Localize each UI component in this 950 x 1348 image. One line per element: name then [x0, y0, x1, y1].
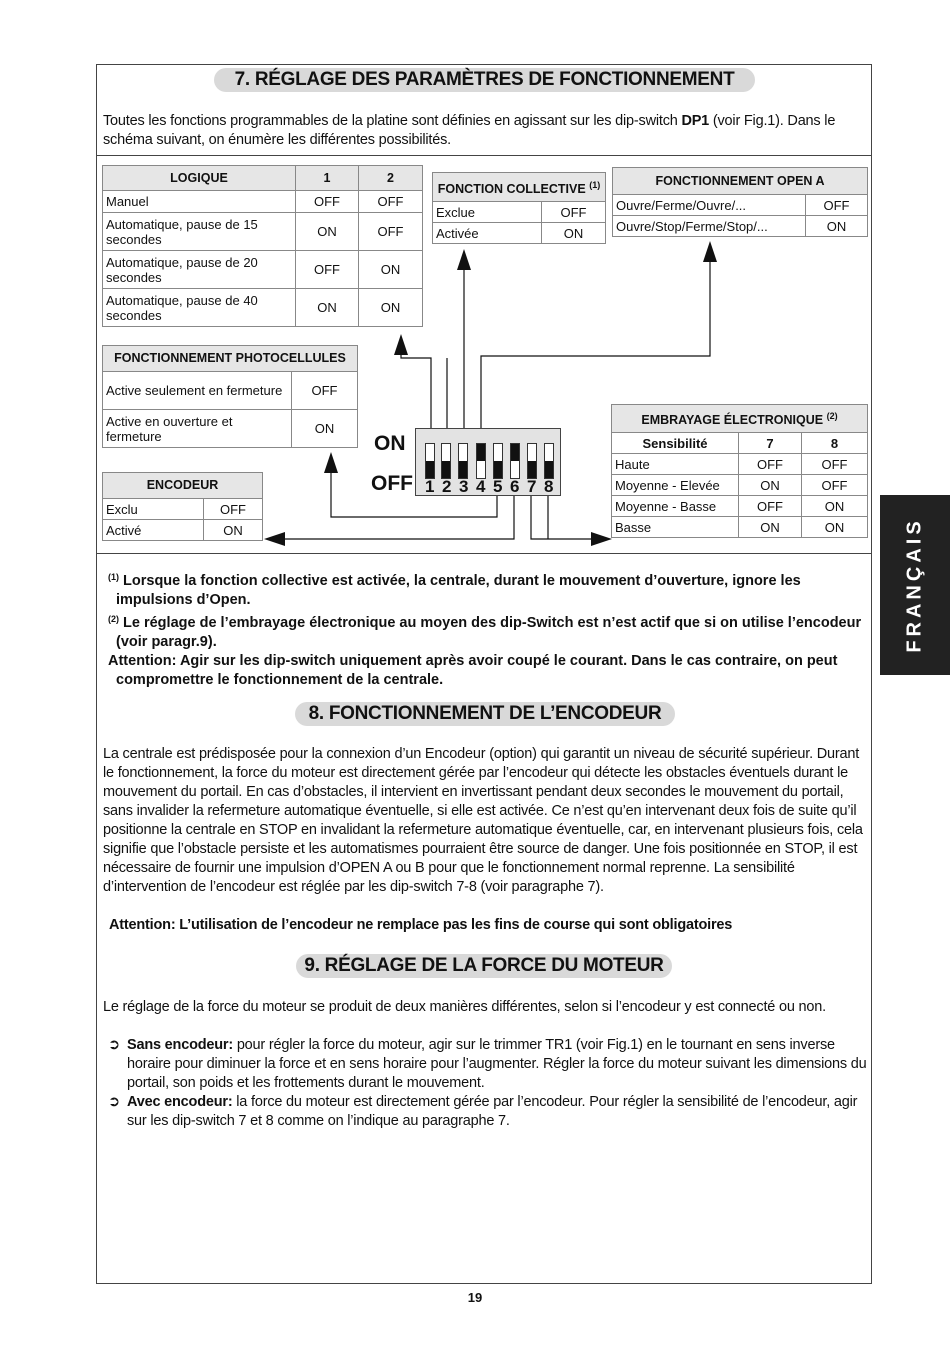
- logique-cell: ON: [359, 251, 423, 289]
- encodeur-row-label: Exclu: [103, 499, 204, 520]
- embrayage-row-label: Moyenne - Basse: [612, 496, 739, 517]
- open-a-row-label: Ouvre/Stop/Ferme/Stop/...: [613, 216, 806, 237]
- page-number: 19: [467, 1290, 483, 1305]
- dip-number: 4: [476, 477, 486, 496]
- embrayage-cell: ON: [802, 496, 868, 517]
- dip-switch-8: [544, 443, 554, 479]
- dip-switch-4: [476, 443, 486, 479]
- photo-row-label: Active seulement en fermeture: [103, 372, 292, 410]
- embrayage-row-label: Haute: [612, 454, 739, 475]
- embrayage-cell: OFF: [802, 475, 868, 496]
- embrayage-header: EMBRAYAGE ÉLECTRONIQUE $^{(2)}$: [612, 405, 868, 433]
- section8-title: 8. FONCTIONNEMENT DE L’ENCODEUR: [295, 702, 675, 726]
- dip-off-label: OFF: [371, 472, 413, 495]
- section9-bullet-1: ➲ Sans encodeur: pour régler la force du moteur, agir sur le trimmer TR1 (voir Fig.1) en le tournant en sens inverse horaire pour diminuer la force et en sens horaire pour l’augmenter. Régler la force du moteur suivant les dimensions du portail, son poids et les frottements durant le mouvement.: [108, 1037, 867, 1091]
- diagram-bottom-rule: [96, 553, 872, 554]
- collective-cell: ON: [542, 223, 606, 244]
- photo-row-label: Active en ouverture et fermeture: [103, 410, 292, 448]
- dip-number: 2: [442, 477, 452, 496]
- note-2: $^{(2)}$ Le réglage de l’embrayage électronique au moyen des dip-Switch est n’est actif que si on utilise l’encodeur (voir paragr.9).: [108, 614, 862, 650]
- arrow-bullet-icon: ➲: [108, 1094, 120, 1110]
- collective-cell: OFF: [542, 202, 606, 223]
- logique-col1-header: 1: [296, 166, 359, 191]
- dip-number: 7: [527, 477, 537, 496]
- encodeur-header: ENCODEUR: [103, 473, 263, 499]
- logique-row-label: Automatique, pause de 20 secondes: [103, 251, 296, 289]
- embrayage-cell: ON: [739, 517, 802, 538]
- embrayage-cell: OFF: [739, 454, 802, 475]
- logique-cell: OFF: [296, 191, 359, 213]
- dip-number: 1: [425, 477, 435, 496]
- logique-table: [102, 165, 423, 327]
- dip-switch-3: [458, 443, 468, 479]
- logique-header: LOGIQUE: [103, 166, 296, 191]
- note-1: $^{(1)}$ Lorsque la fonction collective est activée, la centrale, durant le mouvement d’ouverture, ignore les impulsions d’Open.: [108, 572, 801, 608]
- photo-table: [102, 345, 358, 448]
- collective-row-label: Exclue: [433, 202, 542, 223]
- section7-intro: Toutes les fonctions programmables de la platine sont définies en agissant sur les dip-switch DP1 (voir Fig.1). Dans le schéma suivant, on énumère les différentes possibilités.: [103, 113, 836, 148]
- diagram-top-rule: [96, 155, 872, 156]
- open-a-table: [612, 167, 868, 237]
- notes-block: [108, 568, 868, 690]
- embrayage-cell: ON: [802, 517, 868, 538]
- embrayage-row-label: Basse: [612, 517, 739, 538]
- logique-row-label: Automatique, pause de 15 secondes: [103, 213, 296, 251]
- logique-col2-header: 2: [359, 166, 423, 191]
- logique-row-label: Manuel: [103, 191, 296, 213]
- collective-row-label: Activée: [433, 223, 542, 244]
- section8-body: La centrale est prédisposée pour la connexion d’un Encodeur (option) qui garantit un niveau de sécurité supérieur. Durant le fonctionnement, la force du moteur est directement gérée par l’encodeur qui détecte les obstacles éventuels durant le mouvement du portail. En cas d’obstacles, il intervient en invertissant pendant deux secondes le mouvement du portail, sans invalider la refermeture automatique éventuelle, si elle est activée. Ce n’est qu’en intervenant deux fois de suite qu’il positionne la centrale en STOP en invalidant la refermeture automatique éventuelle, car, en intervenant plusieurs fois, cela signifie que l’obstacle persiste et les automatismes pourraient être source de danger. Une fois positionnée en STOP, il est nécessaire de fournir une impulsion d’OPEN A ou B pour que le fonctionnement normal reprenne. La sensibilité d’intervention de l’encodeur est réglée par les dip-switch 7-8 (voir paragraphe 7).: [103, 746, 863, 895]
- section7-title: 7. RÉGLAGE DES PARAMÈTRES DE FONCTIONNEMENT: [214, 68, 755, 92]
- encodeur-table: [102, 472, 263, 541]
- note-attention: Attention: Agir sur les dip-switch uniquement après avoir coupé le courant. Dans le cas contraire, on peut compromettre le fonctionnement de la centrale.: [108, 653, 838, 688]
- section9-bullet-2: ➲ Avec encodeur: la force du moteur est directement gérée par l’encodeur. Pour régler la sensibilité de l’encodeur, agir sur les dip-switch 7 et 8 comme on l’indique au paragraphe 7.: [108, 1094, 858, 1129]
- embrayage-table: [611, 404, 868, 538]
- language-side-tab: [880, 495, 950, 675]
- embrayage-cell: OFF: [739, 496, 802, 517]
- open-a-cell: OFF: [806, 195, 868, 216]
- embrayage-subheader: 7: [739, 433, 802, 454]
- section8-attention: Attention: L’utilisation de l’encodeur ne remplace pas les fins de course qui sont obligatoires: [109, 917, 733, 933]
- section9-title: 9. RÉGLAGE DE LA FORCE DU MOTEUR: [296, 954, 672, 978]
- dip-switch-5: [493, 443, 503, 479]
- dip-switch-7: [527, 443, 537, 479]
- embrayage-subheader: 8: [802, 433, 868, 454]
- dip-number: 8: [544, 477, 554, 496]
- embrayage-subheader: Sensibilité: [612, 433, 739, 454]
- logique-cell: OFF: [359, 213, 423, 251]
- logique-cell: ON: [296, 213, 359, 251]
- open-a-cell: ON: [806, 216, 868, 237]
- logique-cell: OFF: [296, 251, 359, 289]
- logique-cell: ON: [359, 289, 423, 327]
- dip-number: 3: [459, 477, 469, 496]
- embrayage-cell: OFF: [802, 454, 868, 475]
- dip-on-label: ON: [374, 432, 406, 455]
- dip-number: 6: [510, 477, 520, 496]
- photo-cell: OFF: [292, 372, 358, 410]
- embrayage-row-label: Moyenne - Elevée: [612, 475, 739, 496]
- dip-switch-block: [415, 428, 561, 496]
- logique-cell: OFF: [359, 191, 423, 213]
- encodeur-cell: OFF: [204, 499, 263, 520]
- dip-number: 5: [493, 477, 503, 496]
- encodeur-row-label: Activé: [103, 520, 204, 541]
- logique-cell: ON: [296, 289, 359, 327]
- dip-switch-6: [510, 443, 520, 479]
- photo-header: FONCTIONNEMENT PHOTOCELLULES: [103, 346, 358, 372]
- collective-header: FONCTION COLLECTIVE $^{(1)}$: [433, 173, 606, 202]
- arrow-bullet-icon: ➲: [108, 1037, 120, 1053]
- embrayage-cell: ON: [739, 475, 802, 496]
- photo-cell: ON: [292, 410, 358, 448]
- collective-table: [432, 172, 606, 244]
- logique-row-label: Automatique, pause de 40 secondes: [103, 289, 296, 327]
- dip-switch-2: [441, 443, 451, 479]
- section9-intro: Le réglage de la force du moteur se produit de deux manières différentes, selon si l’encodeur y est connecté ou non.: [103, 999, 826, 1015]
- language-label: FRANÇAIS: [903, 517, 926, 653]
- open-a-row-label: Ouvre/Ferme/Ouvre/...: [613, 195, 806, 216]
- open-a-header: FONCTIONNEMENT OPEN A: [613, 168, 868, 195]
- dip-switch-1: [425, 443, 435, 479]
- encodeur-cell: ON: [204, 520, 263, 541]
